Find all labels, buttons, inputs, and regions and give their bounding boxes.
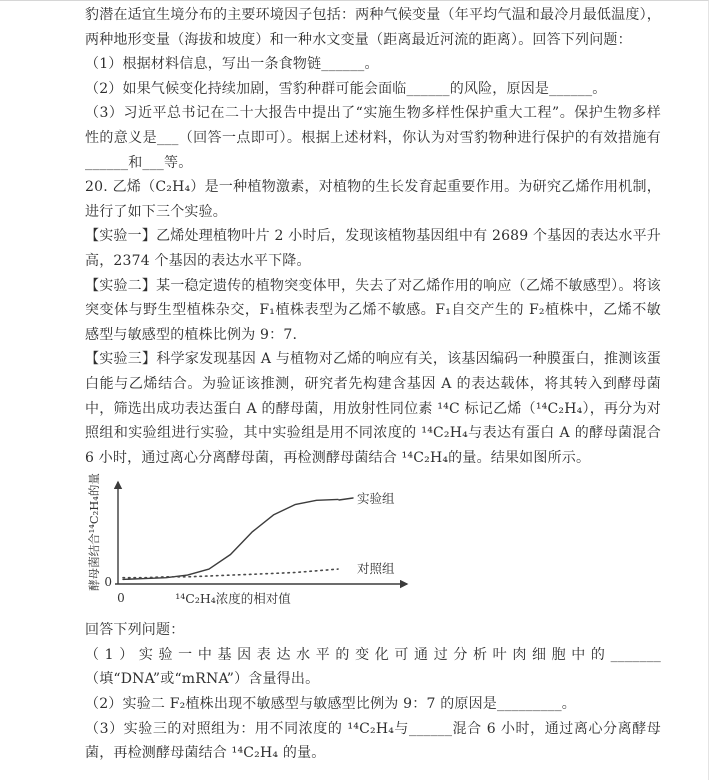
doc-paragraph: （2）如果气候变化持续加剧，雪豹种群可能会面临______的风险，原因是______。 [85,80,607,97]
ethylene-binding-chart [85,472,445,614]
doc-paragraph: 【实验三】科学家发现基因 A 与植物对乙烯的响应有关，该基因编码一种膜蛋白，推测该蛋白能与乙烯结合。为验证该推测，研究者先构建含基因 A 的表达载体，将其转入到酵母菌中，筛选出成功表达蛋白 A 的酵母菌，用放射性同位素 ¹⁴C 标记乙烯（¹⁴C₂H₄），再分为对照组和实验组进行实验，其中实验组是用不同浓度的 ¹⁴C₂H₄与表达有蛋白 A 的酵母菌混合 6 小时，通过离心分离酵母菌，再检测酵母菌结合 ¹⁴C₂H₄的量。结果如图所示。 [85,351,661,466]
legend-experimental-group: 实验组 [357,491,395,507]
legend-control-group: 对照组 [357,561,395,577]
doc-paragraph: 【实验一】乙烯处理植物叶片 2 小时后，发现该植物基因组中有 2689 个基因的表达水平升高，2374 个基因的表达水平下降。 [85,228,661,269]
doc-paragraph: （1）实验一中基因表达水平的变化可通过分析叶肉细胞中的_______（填“DNA”或“mRNA”）含量得出。 [85,646,661,688]
x-origin-label: 0 [117,591,125,606]
doc-paragraph: （2）实验二 F₂植株出现不敏感型与敏感型比例为 9：7 的原因是_________。 [85,696,576,713]
doc-paragraph: （1）根据材料信息，写出一条食物链______。 [85,56,379,73]
doc-paragraph: （3）习近平总书记在二十大报告中提出了“实施生物多样性保护重大工程”。保护生物多样性的意义是___（回答一点即可）。根据上述材料，你认为对雪豹物种进行保护的有效措施有______和___等。 [85,105,661,171]
series-对照组 [123,569,338,578]
doc-paragraph: 【实验二】某一稳定遗传的植物突变体甲，失去了对乙烯作用的响应（乙烯不敏感型）。将该突变体与野生型植株杂交，F₁植株表型为乙烯不敏感。F₁自交产生的 F₂植株中，乙烯不敏感型与敏感型的植株比例为 9：7. [85,277,661,343]
y-axis-label: 酵母菌结合¹⁴C₂H₄的量 [87,473,101,592]
series-实验组 [123,500,338,580]
experimental-leader-line [339,498,353,500]
document-body [85,3,661,766]
doc-paragraph: 豹潜在适宜生境分布的主要环境因子包括：两种气候变量（年平均气温和最冷月最低温度），两种地形变量（海拔和坡度）和一种水文变量（距离最近河流的距离）。回答下列问题： [85,7,661,48]
doc-paragraph: 20. 乙烯（C₂H₄）是一种植物激素，对植物的生长发育起重要作用。为研究乙烯作用机制，进行了如下三个实验。 [85,179,661,220]
y-origin-label: 0 [104,575,112,590]
chart-series [123,500,338,580]
question-text-top [85,3,661,470]
chart-svg [85,472,445,614]
doc-paragraph: 回答下列问题： [85,622,185,639]
doc-paragraph: （3）实验三的对照组为：用不同浓度的 ¹⁴C₂H₄与______混合 6 小时，通过离心分离酵母菌，再检测酵母菌结合 ¹⁴C₂H₄ 的量。 [85,720,661,762]
question-text-bottom [85,618,661,766]
x-axis-label: ¹⁴C₂H₄浓度的相对值 [175,591,291,607]
